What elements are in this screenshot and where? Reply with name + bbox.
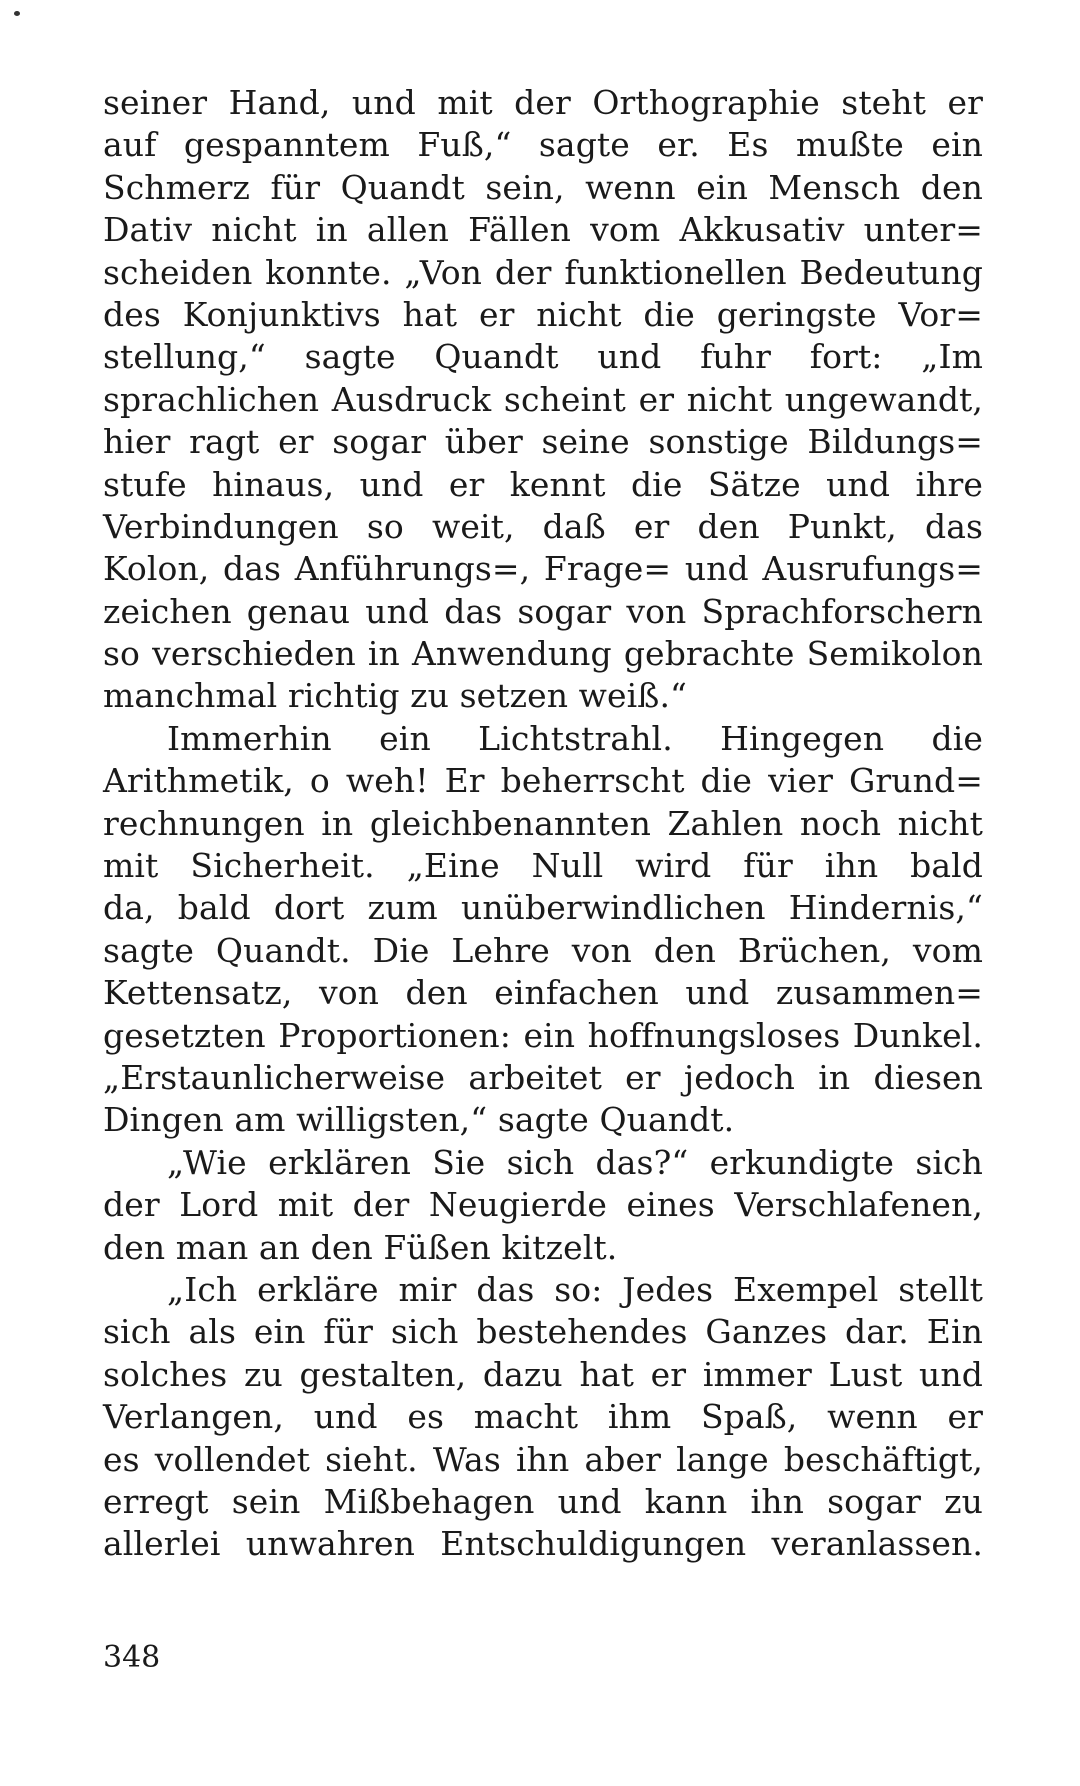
print-speck (14, 11, 20, 16)
text-line: „Wie erklären Sie sich das?“ erkundigte sich (167, 1142, 983, 1182)
text-line: Kolon, das Anführungs=, Frage= und Ausrufungs= (103, 549, 983, 589)
text-line: scheiden konnte. „Von der funktionellen Bedeutung (103, 252, 983, 292)
page-number: 348 (103, 1640, 161, 1675)
text-line: rechnungen in gleichbenannten Zahlen noch nicht (103, 803, 983, 843)
text-line: Verlangen, und es macht ihm Spaß, wenn er (103, 1397, 983, 1437)
text-line: Verbindungen so weit, daß er den Punkt, das (103, 506, 983, 546)
text-line: seiner Hand, und mit der Orthographie steht er (103, 83, 983, 122)
text-line: gesetzten Proportionen: ein hoffnungsloses Dunkel. (103, 1015, 983, 1055)
text-line: Dingen am willigsten,“ sagte Quandt. (103, 1100, 735, 1140)
text-line: Arithmetik, o weh! Er beherrscht die vier Grund= (103, 761, 983, 801)
text-line: zeichen genau und das sogar von Sprachforschern (103, 591, 983, 631)
text-line: sagte Quandt. Die Lehre von den Brüchen, vom (103, 930, 983, 970)
text-line: stellung,“ sagte Quandt und fuhr fort: „Im (103, 337, 983, 377)
text-line: so verschieden in Anwendung gebrachte Semikolon (103, 634, 983, 674)
text-line: sich als ein für sich bestehendes Ganzes dar. Ein (103, 1312, 983, 1352)
text-line: des Konjunktivs hat er nicht die geringste Vor= (103, 294, 983, 334)
text-line: mit Sicherheit. „Eine Null wird für ihn bald (103, 846, 983, 886)
text-line: manchmal richtig zu setzen weiß.“ (103, 676, 688, 716)
text-line: stufe hinaus, und er kennt die Sätze und ihre (103, 464, 983, 504)
text-line: Kettensatz, von den einfachen und zusammen= (103, 973, 983, 1013)
text-line: Dativ nicht in allen Fällen vom Akkusativ unter= (103, 210, 983, 250)
text-line: „Erstaunlicherweise arbeitet er jedoch in diesen (103, 1057, 983, 1097)
text-line: Schmerz für Quandt sein, wenn ein Mensch den (103, 167, 983, 207)
text-line: da, bald dort zum unüberwindlichen Hindernis,“ (103, 888, 983, 928)
text-line: erregt sein Mißbehagen und kann ihn sogar zu (103, 1481, 983, 1521)
text-line: allerlei unwahren Entschuldigungen veranlassen. (103, 1524, 983, 1564)
text-line: „Ich erkläre mir das so: Jedes Exempel stellt (167, 1269, 983, 1309)
text-line: Immerhin ein Lichtstrahl. Hingegen die (167, 718, 983, 758)
text-line: hier ragt er sogar über seine sonstige Bildungs= (103, 422, 983, 462)
text-line: sprachlichen Ausdruck scheint er nicht ungewandt, (103, 379, 983, 419)
text-line: solches zu gestalten, dazu hat er immer Lust und (103, 1354, 983, 1394)
text-line: es vollendet sieht. Was ihn aber lange beschäftigt, (103, 1439, 983, 1479)
text-line: den man an den Füßen kitzelt. (103, 1227, 618, 1267)
text-line: der Lord mit der Neugierde eines Verschlafenen, (103, 1185, 983, 1225)
text-line: auf gespanntem Fuß,“ sagte er. Es mußte ein (103, 125, 983, 165)
body-text (103, 82, 983, 1566)
